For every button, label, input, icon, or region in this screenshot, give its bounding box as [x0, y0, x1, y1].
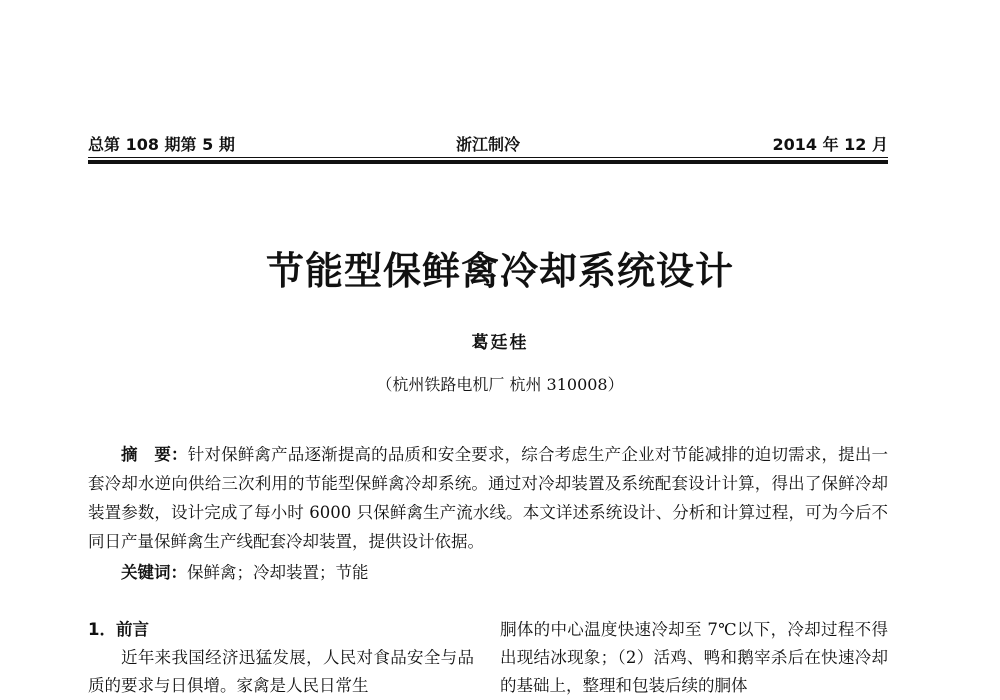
keywords-text: 保鲜禽；冷却装置；节能: [187, 563, 369, 582]
section-heading-introduction: 1．前言: [88, 620, 149, 639]
journal-name: 浙江制冷: [455, 135, 520, 154]
journal-header: [88, 132, 888, 158]
header-rule-thick: [88, 160, 888, 164]
issue-number: 总第 108 期第 5 期: [88, 135, 235, 154]
author-name: 葛廷桂: [471, 333, 529, 353]
paper-title: 节能型保鲜禽冷却系统设计: [265, 249, 734, 293]
body-paragraph-right: 胴体的中心温度快速冷却至 7℃以下，冷却过程不得出现结冰现象；（2）活鸡、鸭和鹅宰杀后在快速冷却的基础上，整理和包装后续的胴体: [500, 620, 888, 695]
body-column-right: [500, 616, 888, 700]
keywords: [88, 558, 888, 587]
publication-date: 2014 年 12 月: [772, 135, 888, 154]
header-rule-thin: [88, 157, 888, 158]
author-affiliation: （杭州铁路电机厂 杭州 310008）: [376, 375, 624, 394]
keywords-label: 关键词：: [121, 563, 187, 582]
abstract-text: 针对保鲜禽产品逐渐提高的品质和安全要求，综合考虑生产企业对节能减排的迫切需求，提出一套冷却水逆向供给三次利用的节能型保鲜禽冷却系统。通过对冷却装置及系统配套设计计算，得出了保鲜冷却装置参数，设计完成了每小时 6000 只保鲜禽生产流水线。本文详述系统设计、分析和计算过程，可为今后不同日产量保鲜禽生产线配套冷却装置，提供设计依据。: [88, 445, 889, 551]
body-column-left: [88, 616, 474, 700]
body-paragraph-left: 近年来我国经济迅猛发展，人民对食品安全与品质的要求与日俱增。家禽是人民日常生: [88, 648, 474, 695]
abstract: [88, 440, 888, 556]
abstract-label: 摘 要：: [121, 445, 188, 464]
